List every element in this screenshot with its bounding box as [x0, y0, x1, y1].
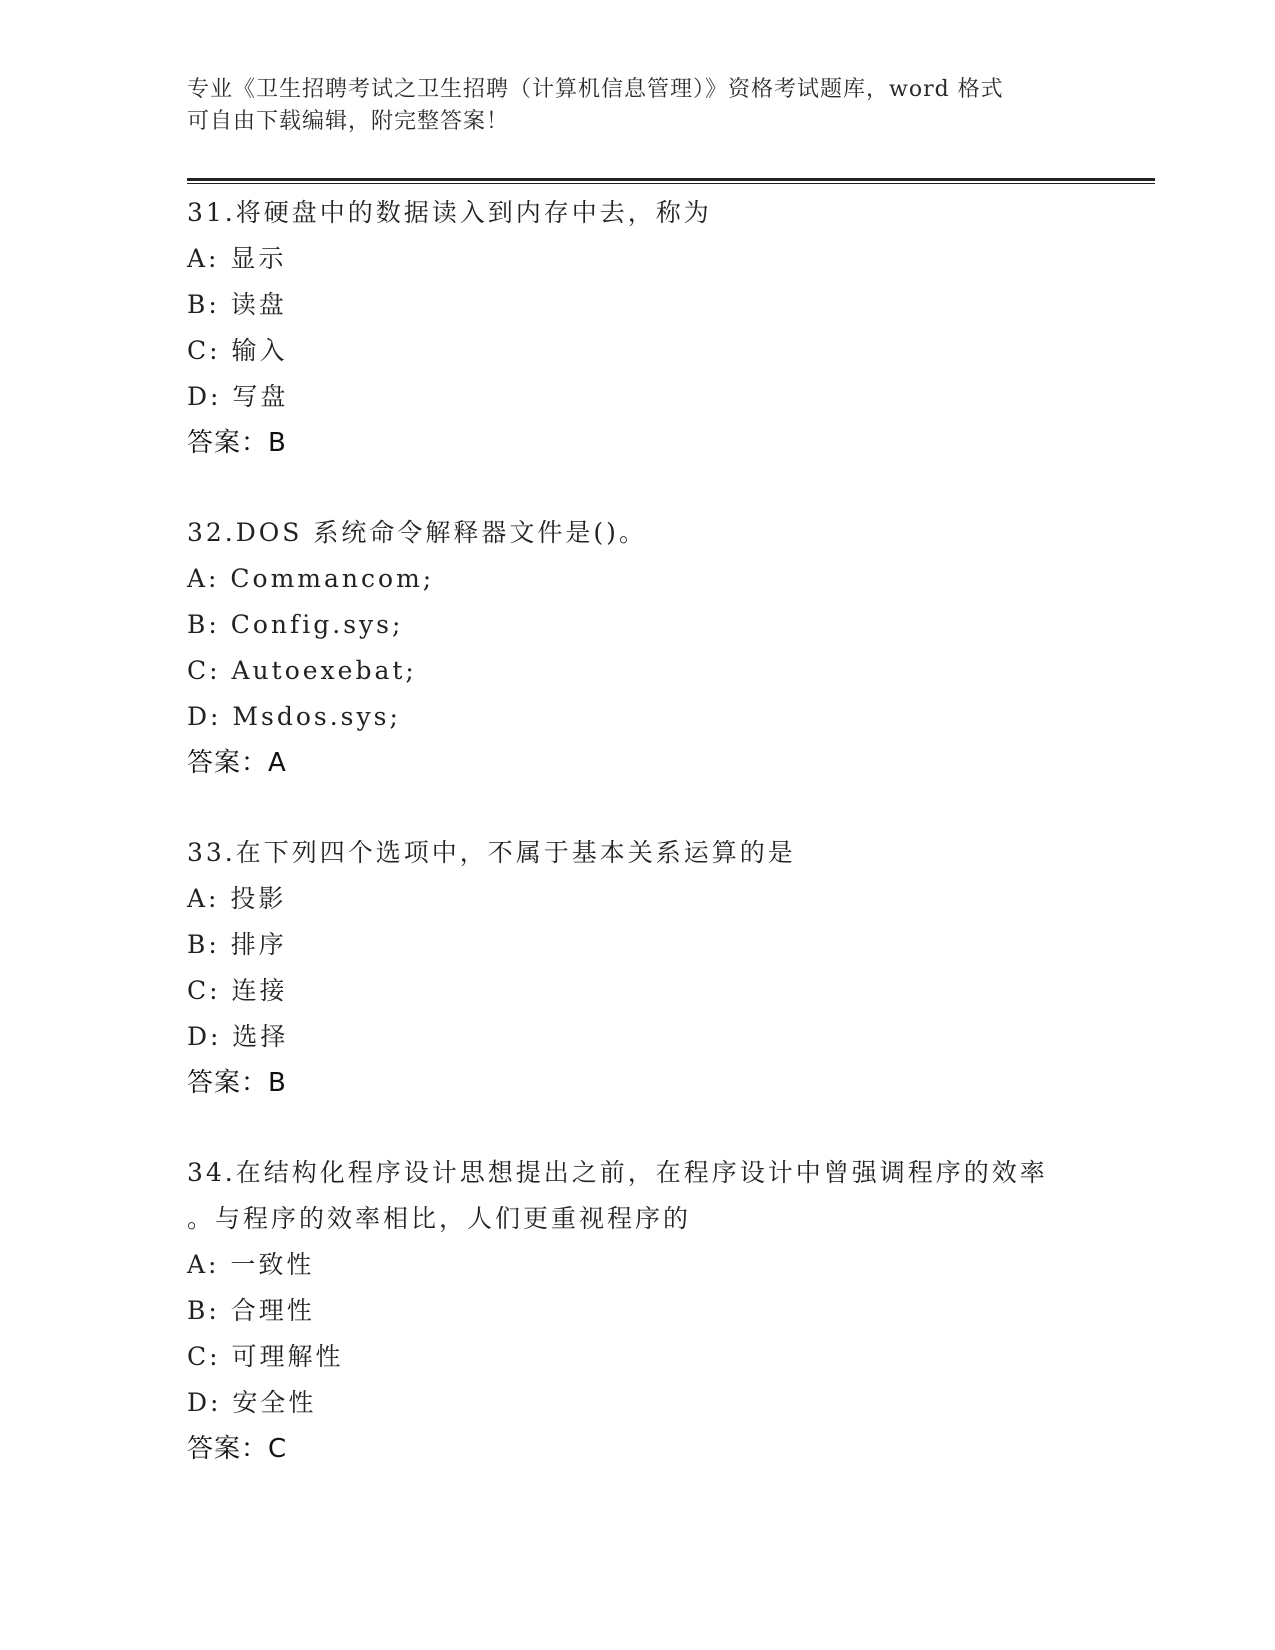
answer-value: A — [268, 748, 287, 778]
answer-value: B — [268, 1068, 287, 1098]
option-c: C: 连接 — [187, 976, 288, 1005]
header-line-2: 可自由下载编辑，附完整答案！ — [187, 109, 510, 134]
question-item — [187, 830, 1155, 1106]
question-stem-continued: 。与程序的效率相比，人们更重视程序的 — [187, 1204, 692, 1233]
question-item — [187, 190, 1155, 466]
answer-label: 答案： — [187, 1434, 269, 1464]
question-stem: 33.在下列四个选项中，不属于基本关系运算的是 — [187, 838, 796, 867]
option-a: A: 显示 — [187, 244, 287, 273]
answer-line — [187, 420, 1155, 466]
header-divider-thin — [187, 183, 1155, 184]
answer-value: B — [268, 428, 287, 458]
question-stem: 32.DOS 系统命令解释器文件是()。 — [187, 518, 647, 547]
answer-line — [187, 1426, 1155, 1472]
answer-label: 答案： — [187, 748, 269, 778]
option-a: A: Commancom; — [187, 564, 435, 593]
option-c: C: 输入 — [187, 336, 288, 365]
option-d: D: Msdos.sys; — [187, 702, 401, 731]
question-stem: 31.将硬盘中的数据读入到内存中去，称为 — [187, 198, 712, 227]
answer-line — [187, 740, 1155, 786]
question-stem: 34.在结构化程序设计思想提出之前，在程序设计中曾强调程序的效率 — [187, 1158, 1048, 1187]
option-b: B: 读盘 — [187, 290, 287, 319]
question-item — [187, 510, 1155, 786]
question-item — [187, 1150, 1155, 1472]
question-list — [187, 190, 1155, 1516]
header-divider-thick — [187, 178, 1155, 181]
option-d: D: 选择 — [187, 1022, 289, 1051]
option-d: D: 安全性 — [187, 1388, 317, 1417]
option-d: D: 写盘 — [187, 382, 289, 411]
option-b: B: 合理性 — [187, 1296, 315, 1325]
header-line-1: 专业《卫生招聘考试之卫生招聘（计算机信息管理）》资格考试题库，word 格式 — [187, 77, 1004, 102]
answer-label: 答案： — [187, 1068, 269, 1098]
option-b: B: 排序 — [187, 930, 287, 959]
answer-label: 答案： — [187, 428, 269, 458]
option-c: C: Autoexebat; — [187, 656, 417, 685]
answer-line — [187, 1060, 1155, 1106]
option-a: A: 投影 — [187, 884, 287, 913]
document-header — [187, 74, 1087, 138]
option-a: A: 一致性 — [187, 1250, 315, 1279]
answer-value: C — [268, 1434, 288, 1464]
option-c: C: 可理解性 — [187, 1342, 344, 1371]
option-b: B: Config.sys; — [187, 610, 404, 639]
